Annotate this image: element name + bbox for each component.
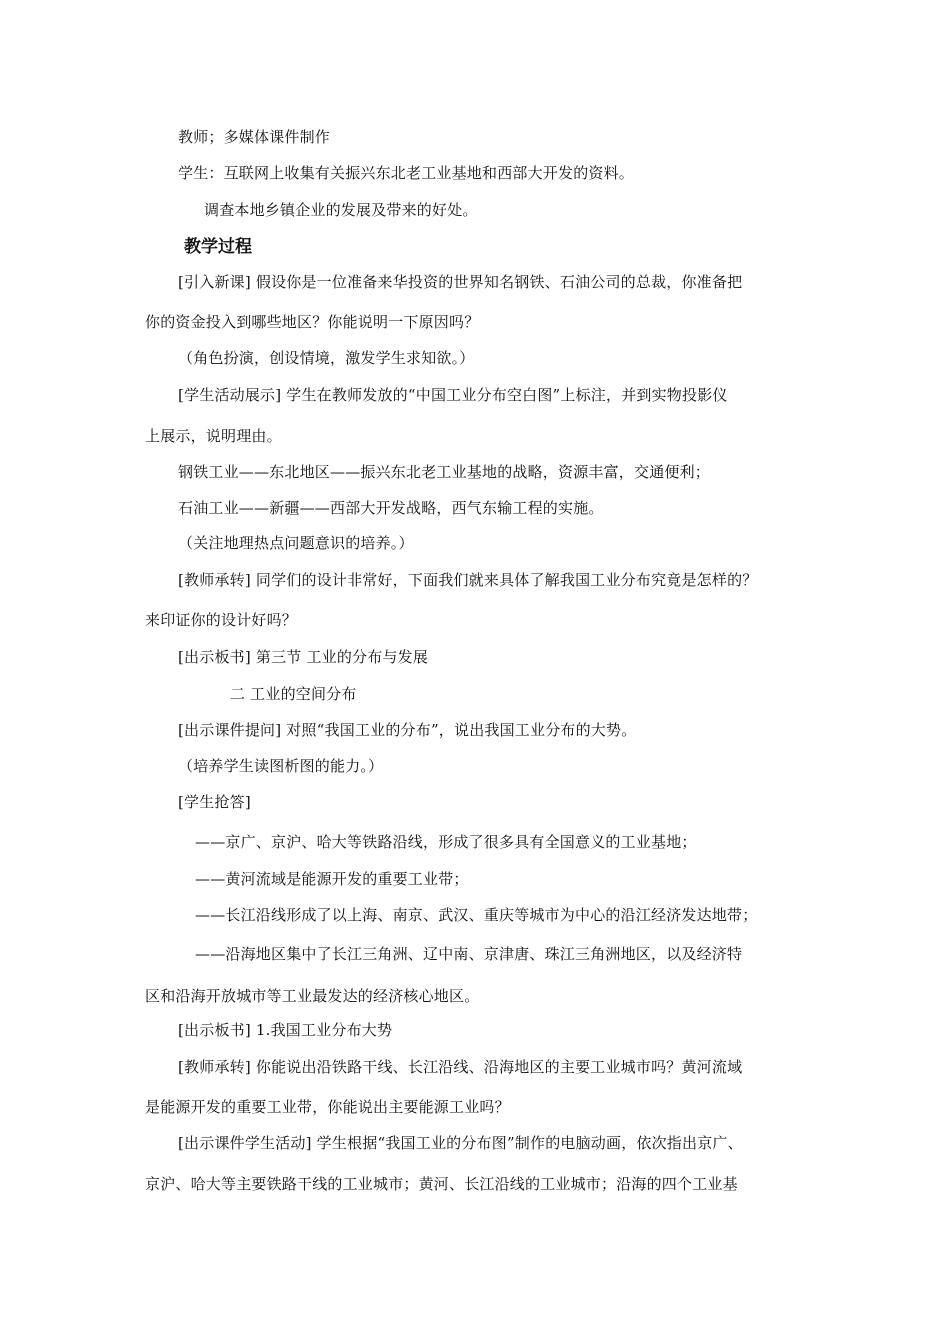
paragraph-line: [教师承转] 你能说出沿铁路干线、长江沿线、沿海地区的主要工业城市吗？黄河流域 xyxy=(178,1058,743,1076)
paragraph-line: [学生抢答] xyxy=(178,793,251,811)
paragraph-line: 二 工业的空间分布 xyxy=(230,685,357,703)
paragraph-line: ——长江沿线形成了以上海、南京、武汉、重庆等城市为中心的沿江经济发达地带； xyxy=(195,906,758,924)
paragraph-line: [出示课件提问] 对照“我国工业的分布”，说出我国工业分布的大势。 xyxy=(178,721,637,739)
paragraph-line: （角色扮演，创设情境，激发学生求知欲。） xyxy=(178,349,475,367)
paragraph-line: [出示板书] 1.我国工业分布大势 xyxy=(178,1021,393,1039)
paragraph-line: ——沿海地区集中了长江三角洲、辽中南、京津唐、珠江三角洲地区，以及经济特 xyxy=(195,945,743,963)
paragraph-line: （关注地理热点问题意识的培养。） xyxy=(178,534,414,552)
paragraph-line: 是能源开发的重要工业带，你能说出主要能源工业吗？ xyxy=(145,1098,510,1116)
paragraph-line: [出示课件学生活动] 学生根据“我国工业的分布图”制作的电脑动画，依次指出京广、 xyxy=(178,1134,743,1152)
paragraph-line: 上展示，说明理由。 xyxy=(145,427,282,445)
prep-teacher-line: 教师；多媒体课件制作 xyxy=(178,128,331,146)
paragraph-line: 钢铁工业——东北地区——振兴东北老工业基地的战略，资源丰富，交通便利； xyxy=(178,463,711,481)
section-heading: 教学过程 xyxy=(184,237,252,257)
paragraph-line: （培养学生读图析图的能力。） xyxy=(178,757,384,775)
paragraph-line: [学生活动展示] 学生在教师发放的“中国工业分布空白图”上标注，并到实物投影仪 xyxy=(178,386,728,404)
paragraph-line: ——京广、京沪、哈大等铁路沿线，形成了很多具有全国意义的工业基地； xyxy=(195,833,697,851)
paragraph-line: [出示板书] 第三节 工业的分布与发展 xyxy=(178,648,429,666)
prep-student-line: 学生：互联网上收集有关振兴东北老工业基地和西部大开发的资料。 xyxy=(178,164,635,182)
paragraph-line: 区和沿海开放城市等工业最发达的经济核心地区。 xyxy=(145,987,480,1005)
paragraph-line: 京沪、哈大等主要铁路干线的工业城市；黄河、长江沿线的工业城市；沿海的四个工业基 xyxy=(145,1175,738,1193)
paragraph-line: 石油工业——新疆——西部大开发战略，西气东输工程的实施。 xyxy=(178,499,604,517)
paragraph-line: [教师承转] 同学们的设计非常好，下面我们就来具体了解我国工业分布究竟是怎样的？ xyxy=(178,571,758,589)
prep-survey-line: 调查本地乡镇企业的发展及带来的好处。 xyxy=(204,201,478,219)
paragraph-line: 来印证你的设计好吗？ xyxy=(145,611,298,629)
paragraph-line: 你的资金投入到哪些地区？你能说明一下原因吗？ xyxy=(145,313,480,331)
paragraph-line: ——黄河流域是能源开发的重要工业带； xyxy=(195,870,469,888)
paragraph-line: [引入新课] 假设你是一位准备来华投资的世界知名钢铁、石油公司的总裁，你准备把 xyxy=(178,273,743,291)
